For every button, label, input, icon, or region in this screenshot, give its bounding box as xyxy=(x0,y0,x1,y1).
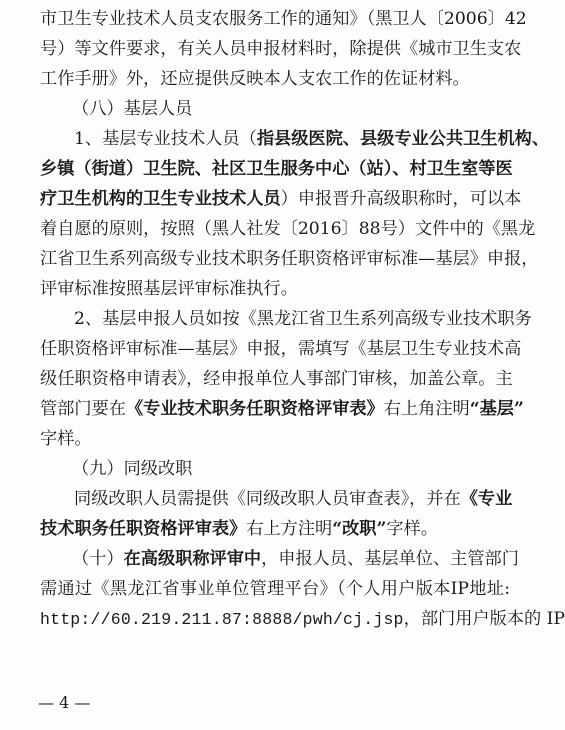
text-line-2 xyxy=(40,38,522,60)
text-line-1 xyxy=(40,8,527,30)
text-line-5 xyxy=(74,128,550,150)
bold-text-segment: 技术职务任职资格评审表》 xyxy=(40,519,247,539)
text-line-21 xyxy=(40,608,565,631)
text-segment: 字样。 xyxy=(40,429,92,449)
text-segment: （十） xyxy=(72,549,124,569)
bold-text-segment: 指县级医院、县级专业公共卫生机构、 xyxy=(256,129,550,149)
text-segment: ，申报人员、基层单位、主管部门 xyxy=(261,549,519,569)
text-segment: 任职资格评审标准—基层》申报，需填写《基层卫生专业技术高 xyxy=(40,339,522,359)
text-segment: 江省卫生系列高级专业技术职务任职资格评审标准—基层》申报， xyxy=(40,249,539,269)
bold-text-segment: 《专业 xyxy=(460,489,513,509)
text-line-10 xyxy=(40,278,510,300)
section-heading-8 xyxy=(72,98,542,120)
bold-text-segment: 《专业技术职务任职资格评审表》 xyxy=(125,399,384,419)
text-line-14 xyxy=(40,398,524,420)
text-segment: 工作手册》外，还应提供反映本人支农工作的佐证材料。 xyxy=(40,69,470,89)
text-line-15 xyxy=(40,428,510,450)
bold-text-segment: “基层” xyxy=(469,399,524,419)
text-segment: 市卫生专业技术人员支农服务工作的通知》（黑卫人〔2006〕42 xyxy=(40,9,527,29)
text-line-8 xyxy=(40,218,536,240)
section-heading-9 xyxy=(72,458,542,480)
text-line-12 xyxy=(40,338,522,360)
text-segment: 评审标准按照基层评审标准执行。 xyxy=(40,279,298,299)
section-heading-10 xyxy=(72,548,519,570)
text-line-3 xyxy=(40,68,510,90)
bold-text-segment: 在高级职称评审中 xyxy=(123,549,262,569)
text-line-17 xyxy=(74,488,513,510)
text-segment: 着自愿的原则，按照（黑人社发〔2016〕88号）文件中的《黑龙 xyxy=(40,219,536,239)
text-segment: 2、基层申报人员如按《黑龙江省卫生系列高级专业技术职务 xyxy=(74,309,532,329)
bold-text-segment: “改职” xyxy=(332,519,387,539)
text-segment: 管部门要在 xyxy=(40,399,126,419)
text-segment: 号）等文件要求，有关人员申报材料时，除提供《城市卫生支农 xyxy=(40,39,522,59)
text-line-18 xyxy=(40,518,510,540)
page-number: — 4 — xyxy=(38,693,91,712)
text-segment: 1、基层专业技术人员（ xyxy=(74,129,257,149)
text-segment: 同级改职人员需提供《同级改职人员审查表》，并在 xyxy=(74,489,461,509)
text-line-20 xyxy=(40,578,510,600)
text-line-13 xyxy=(40,368,513,390)
text-segment: 字样。 xyxy=(386,519,438,539)
url-text: http://60.219.211.87:8888/pwh/cj.jsp xyxy=(40,610,404,629)
text-segment: ，部门用户版本的 IP xyxy=(403,609,565,629)
text-line-7 xyxy=(40,188,522,210)
bold-text-segment: 疗卫生机构的卫生专业技术人员 xyxy=(40,189,281,209)
text-segment: （八）基层人员 xyxy=(72,99,193,119)
text-line-9 xyxy=(40,248,539,270)
text-segment: （九）同级改职 xyxy=(72,459,193,479)
bold-text-segment: 乡镇（街道）卫生院、社区卫生服务中心（站）、村卫生室等医 xyxy=(40,159,513,179)
text-segment: 级任职资格申请表》，经申报单位人事部门审核，加盖公章。主 xyxy=(40,369,513,389)
text-segment: 右上角注明 xyxy=(383,399,470,419)
text-line-11 xyxy=(74,308,532,330)
text-segment: 右上方注明 xyxy=(246,519,333,539)
text-segment: 需通过《黑龙江省事业单位管理平台》（个人用户版本IP地址: xyxy=(40,579,510,599)
text-segment: ）申报晋升高级职称时，可以本 xyxy=(280,189,522,209)
text-line-6 xyxy=(40,158,513,180)
